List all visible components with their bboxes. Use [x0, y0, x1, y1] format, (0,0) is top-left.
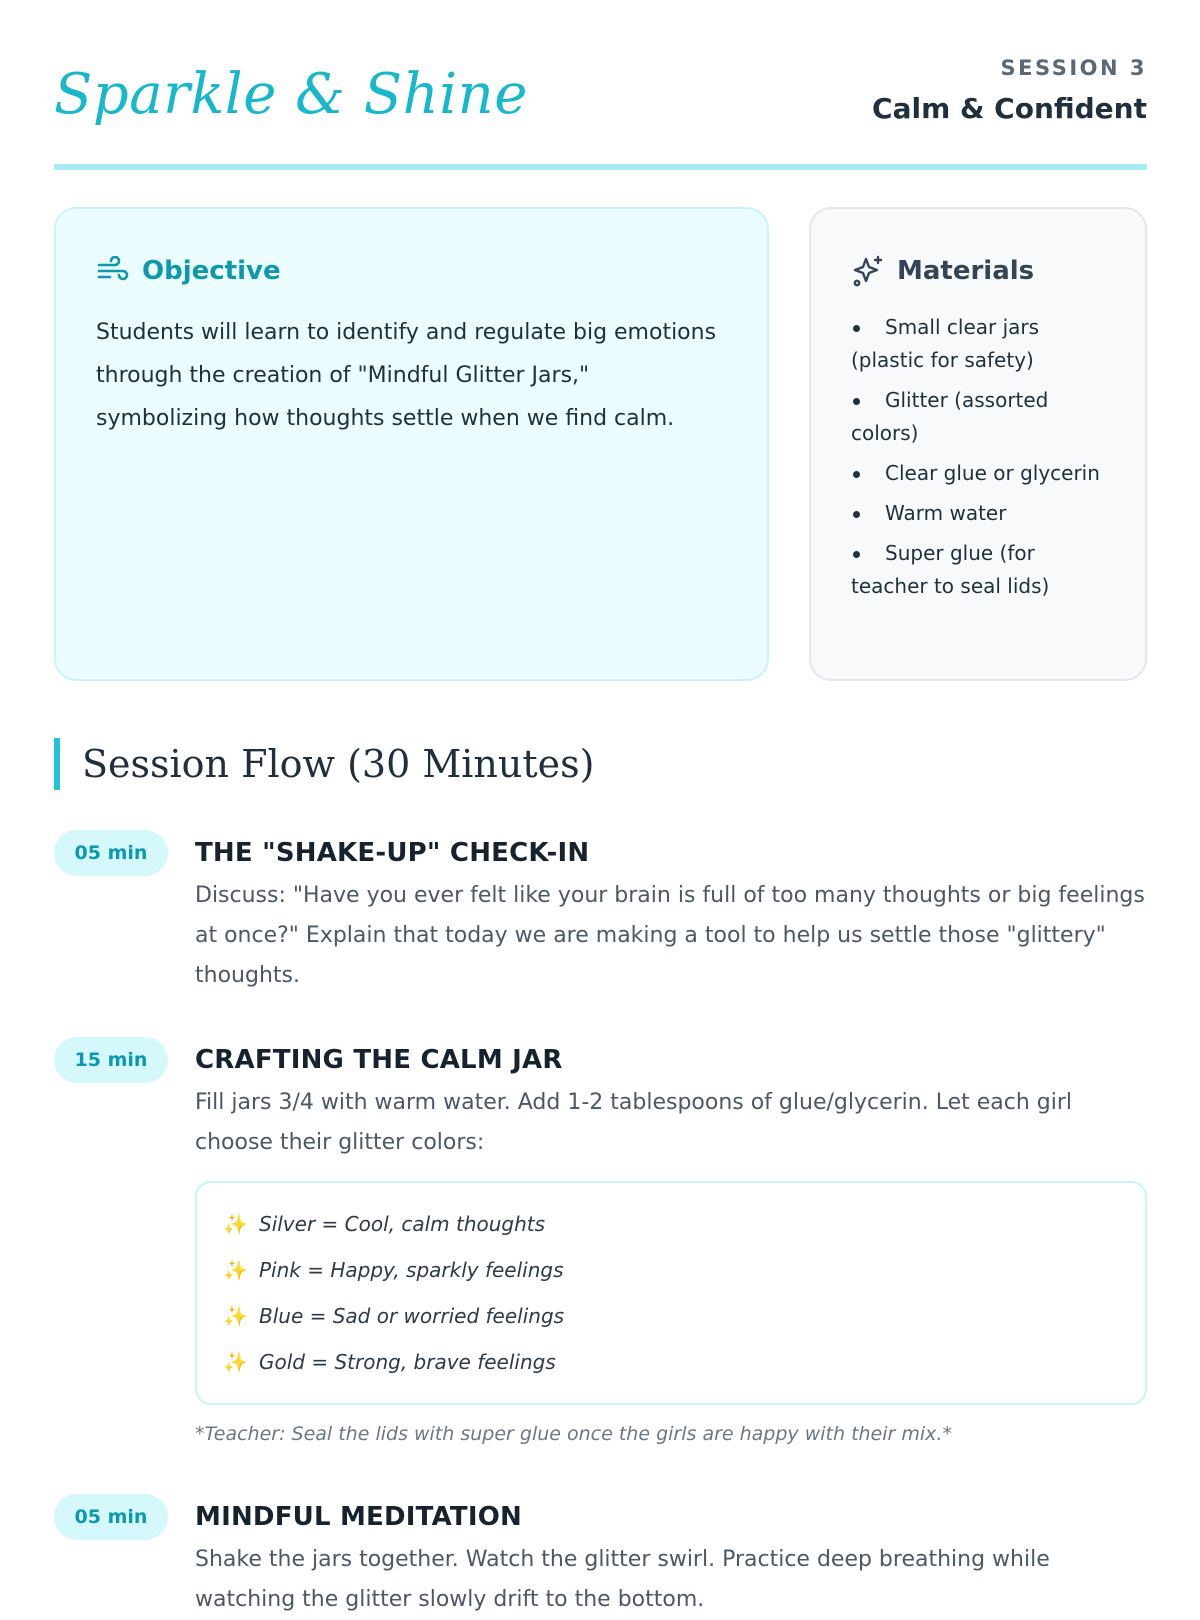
objective-header: [96, 251, 727, 291]
glitter-color-item: ✨ Pink = Happy, sparkly feelings: [223, 1247, 1119, 1293]
step-title: CRAFTING THE CALM JAR: [195, 1045, 563, 1075]
objective-title: Objective: [142, 256, 281, 286]
glitter-color-list: [195, 1181, 1147, 1405]
objective-text: Students will learn to identify and regulate big emotions through the creation of "Mindful Glitter Jars," symbolizing how thoughts settle when we find calm.: [96, 320, 717, 431]
brand-title: Sparkle & Shine: [54, 62, 528, 127]
sparkle-icon: ✨: [223, 1304, 248, 1328]
step-description: Fill jars 3/4 with warm water. Add 1-2 tablespoons of glue/glycerin. Let each girl choose their glitter colors:: [195, 1090, 1073, 1155]
session-title: Calm & Confident: [872, 92, 1147, 125]
step-description: Discuss: "Have you ever felt like your brain is full of too many thoughts or big feelings at once?" Explain that today we are making a tool to help us settle those "glittery" thoughts.: [195, 883, 1145, 988]
step-title: MINDFUL MEDITATION: [195, 1502, 522, 1532]
materials-list: [851, 311, 1105, 603]
materials-card: [809, 207, 1147, 681]
step-body: [195, 1037, 1147, 1449]
materials-item: Clear glue or glycerin: [851, 457, 1105, 490]
sparkle-icon: ✨: [223, 1212, 248, 1236]
materials-item: Warm water: [851, 497, 1105, 530]
duration-badge: 15 min: [54, 1037, 168, 1083]
glitter-color-item: ✨ Blue = Sad or worried feelings: [223, 1293, 1119, 1339]
page-header: [54, 54, 1147, 170]
sparkles-icon: [851, 254, 885, 288]
materials-header: [851, 251, 1105, 291]
session-flow-heading: Session Flow (30 Minutes): [54, 738, 594, 790]
glitter-color-item: ✨ Gold = Strong, brave feelings: [223, 1339, 1119, 1385]
glitter-color-item: ✨ Silver = Cool, calm thoughts: [223, 1201, 1119, 1247]
lesson-page: [54, 0, 1147, 1612]
materials-item: Glitter (assorted colors): [851, 384, 1105, 450]
duration-badge: 05 min: [54, 1494, 168, 1540]
sparkle-icon: ✨: [223, 1350, 248, 1374]
materials-item: Small clear jars (plastic for safety): [851, 311, 1105, 377]
step-description: Shake the jars together. Watch the glitter swirl. Practice deep breathing while watching the glitter slowly drift to the bottom.: [195, 1547, 1050, 1612]
objective-card: [54, 207, 769, 681]
materials-title: Materials: [897, 256, 1035, 286]
duration-badge: 05 min: [54, 830, 168, 876]
sparkle-icon: ✨: [223, 1258, 248, 1282]
step-body: [195, 830, 1147, 996]
step-title: THE "SHAKE-UP" CHECK-IN: [195, 838, 590, 868]
wind-icon: [96, 254, 130, 288]
teacher-note: *Teacher: Seal the lids with super glue once the girls are happy with their mix.*: [195, 1423, 952, 1445]
step-body: [195, 1494, 1147, 1620]
session-label: SESSION 3: [1000, 56, 1147, 80]
materials-item: Super glue (for teacher to seal lids): [851, 537, 1105, 603]
